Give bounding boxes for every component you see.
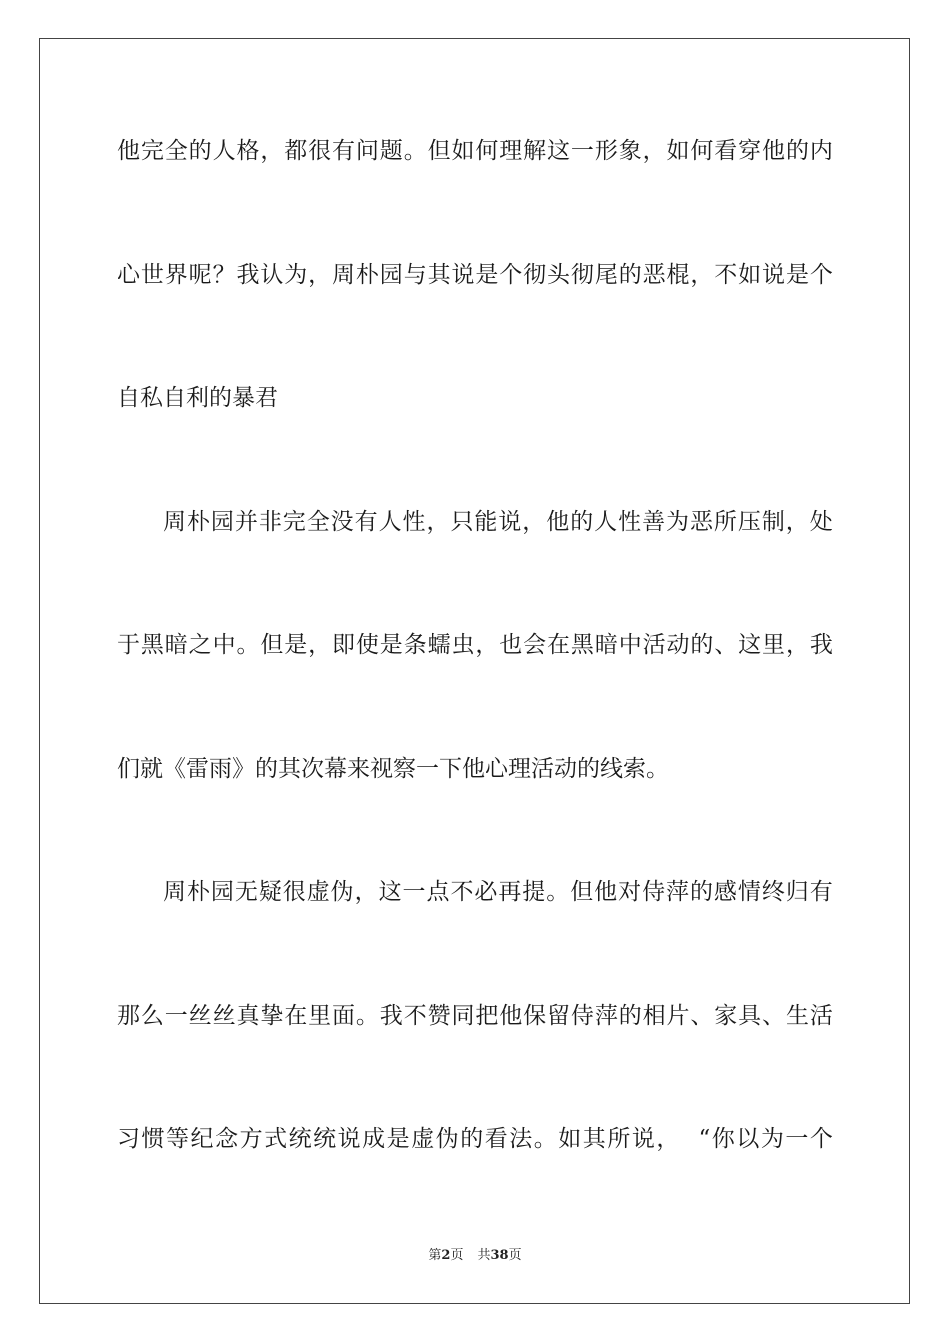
page-number: 2	[441, 1248, 451, 1263]
text-line: 周 朴 园 无 疑 很 虚 伪 ， 这 一 点 不 必 再 提 。 但 他 对 侍 萍 的 感 情 终 归 有	[163, 879, 833, 905]
text-line: 心 世 界 呢 ？ 我 认 为 ， 周 朴 园 与 其 说 是 个 彻 头 彻 尾 的 恶 棍 ， 不 如 说 是 个	[117, 262, 833, 288]
text-line: 自私自利的暴君	[117, 385, 278, 411]
total-suffix: 页	[508, 1248, 522, 1263]
total-pages: 38	[490, 1248, 509, 1263]
text-line: 周 朴 园 并 非 完 全 没 有 人 性 ， 只 能 说 ， 他 的 人 性 善 为 恶 所 压 制 ， 处	[163, 509, 833, 535]
text-line: 那 么 一 丝 丝 真 挚 在 里 面 。 我 不 赞 同 把 他 保 留 侍 萍 的 相 片 、 家 具 、 生 活	[117, 1003, 833, 1029]
page-frame	[39, 38, 910, 1304]
text-line: 习 惯 等 纪 念 方 式 统 统 说 成 是 虚 伪 的 看 法 。 如 其 所 说 ， “ 你 以 为 一 个	[117, 1126, 833, 1152]
page-prefix: 第	[428, 1248, 442, 1263]
total-prefix: 共	[477, 1248, 491, 1263]
text-line: 们就《雷雨》的其次幕来视察一下他心理活动的线索。	[117, 756, 669, 782]
text-line: 他 完 全 的 人 格 ， 都 很 有 问 题 。 但 如 何 理 解 这 一 形 象 ， 如 何 看 穿 他 的 内	[117, 138, 833, 164]
page-suffix: 页	[450, 1248, 464, 1263]
page-footer	[0, 1247, 950, 1265]
text-line: 于 黑 暗 之 中 。 但 是 ， 即 使 是 条 蠕 虫 ， 也 会 在 黑 暗 中 活 动 的 、 这 里 ， 我	[117, 632, 833, 658]
